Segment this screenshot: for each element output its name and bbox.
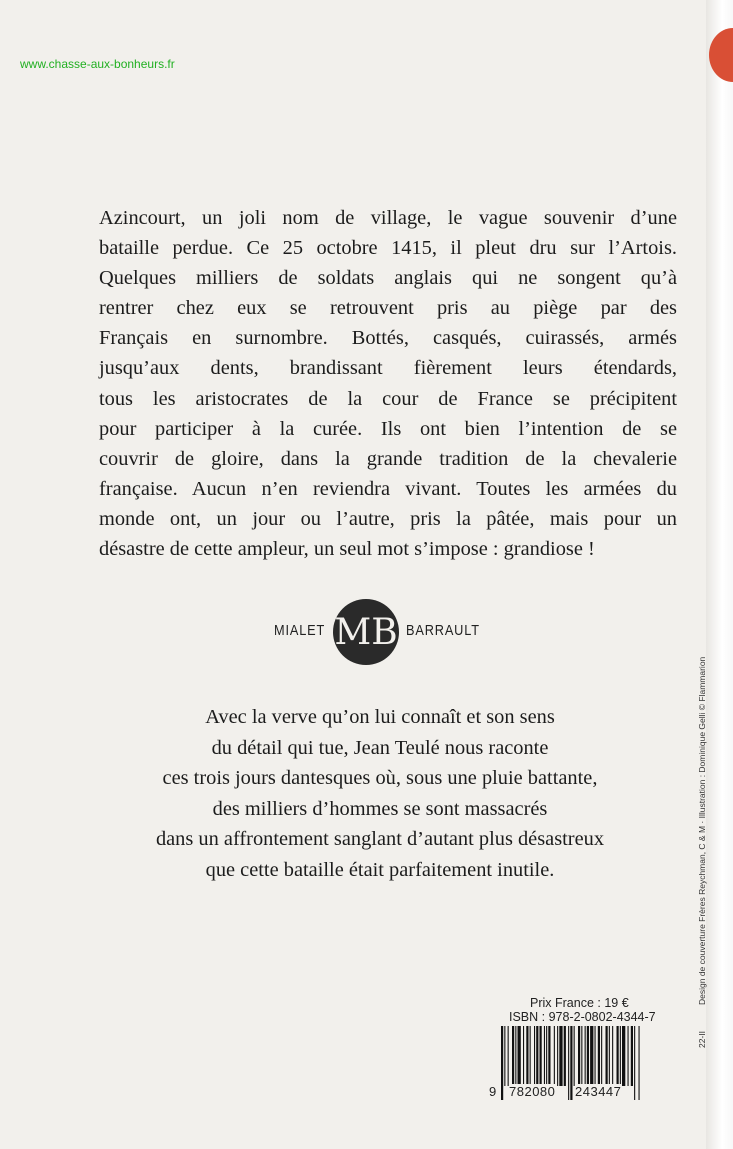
quote-line: que cette bataille était parfaitement inutile. [205,858,555,881]
barcode-bar [548,1026,550,1086]
barcode-bar [546,1026,547,1086]
publisher-word-left: MIALET [274,622,326,639]
barcode-bar [523,1026,524,1086]
blurb-line: couvrir de gloire, dans la grande tradition de la chevalerie [99,447,677,470]
barcode-bar [518,1026,521,1086]
quote-line: des milliers d’hommes se sont massacrés [212,797,548,820]
barcode-digit-first: 9 [489,1084,497,1099]
barcode-bar [536,1026,538,1086]
isbn-label: ISBN : 978-2-0802-4344-7 [509,1010,656,1024]
barcode-bar [620,1026,621,1086]
blurb-line: bataille perdue. Ce 25 octobre 1415, il pleut dru sur l’Artois. [99,237,677,260]
blurb-line: monde ont, un jour ou l’autre, pris la pâtée, mais pour un [99,507,677,530]
quote-line: dans un affrontement sanglant d’autant plus désastreux [155,828,605,850]
cover-credits: Design de couverture Frères Reychman, C & M · Illustration : Dominique Gelli © Flammarion [697,656,707,1005]
barcode-bar [631,1026,633,1086]
barcode-bar [554,1026,555,1086]
print-code: 22-II [697,1030,707,1048]
barcode-bar [557,1026,558,1086]
barcode-bar [606,1026,608,1086]
barcode-bar [601,1026,602,1086]
barcode-bar [515,1026,516,1086]
barcode-digit-group-2: 243447 [575,1084,622,1099]
barcode-bar [612,1026,613,1086]
barcode-bar [534,1026,535,1086]
blurb-line: jusqu’aux dents, brandissant fièrement leurs étendards, [99,357,677,380]
blurb-line: française. Aucun n’en reviendra vivant. Toutes les armées du [99,477,677,500]
publisher-monogram-icon [332,598,400,666]
barcode-bar [512,1026,514,1086]
barcode-bar [598,1026,600,1086]
blurb-line: pour participer à la curée. Ils ont bien l’intention de se [99,417,677,440]
quote-line: ces trois jours dantesques où, sous une pluie battante, [162,767,598,789]
barcode-bar [628,1026,629,1086]
barcode-bar [530,1026,531,1086]
barcode-bar [578,1026,580,1086]
quote-paragraph [100,702,660,885]
barcode-bar [564,1026,566,1086]
publisher-logo [274,598,494,666]
blurb-line: Quelques milliers de soldats anglais qui ne songent qu’à [99,267,677,290]
barcode-bar [544,1026,545,1086]
barcode-bar [595,1026,596,1086]
blurb-paragraph [99,203,677,564]
barcode-digits [489,1084,641,1098]
monogram-text: MB [334,612,398,653]
barcode-bar [585,1026,586,1086]
quote-line: Avec la verve qu’on lui connaît et son sens [205,706,555,728]
barcode-bar [617,1026,619,1086]
barcode-bar [526,1026,528,1086]
barcode-bar [540,1026,542,1086]
blurb-line: désastre de cette ampleur, un seul mot s’impose : grandiose ! [99,538,595,561]
barcode-bar [587,1026,589,1086]
publisher-word-right: BARRAULT [406,622,480,639]
blurb-line: tous les aristocrates de la cour de France se précipitent [99,387,677,410]
barcode-bar [622,1026,625,1086]
barcode-bar [574,1026,575,1086]
barcode-bar [559,1026,562,1086]
barcode-bar [609,1026,610,1086]
barcode-digit-group-1: 782080 [509,1084,556,1099]
page-edge [706,0,733,1149]
blurb-line: Français en surnombre. Bottés, casqués, cuirassés, armés [99,327,677,350]
barcode-icon [489,1026,641,1114]
barcode-bar [504,1026,505,1086]
blurb-line: rentrer chez eux se retrouvent pris au piège par des [99,297,677,320]
blurb-line: Azincourt, un joli nom de village, le vague souvenir d’une [99,207,677,229]
barcode-bar [508,1026,509,1086]
barcode-bar [590,1026,593,1086]
barcode-bar [581,1026,582,1086]
quote-line: du détail qui tue, Jean Teulé nous raconte [211,736,549,759]
price-label: Prix France : 19 € [530,996,629,1010]
watermark-link[interactable]: www.chasse-aux-bonheurs.fr [20,57,175,71]
